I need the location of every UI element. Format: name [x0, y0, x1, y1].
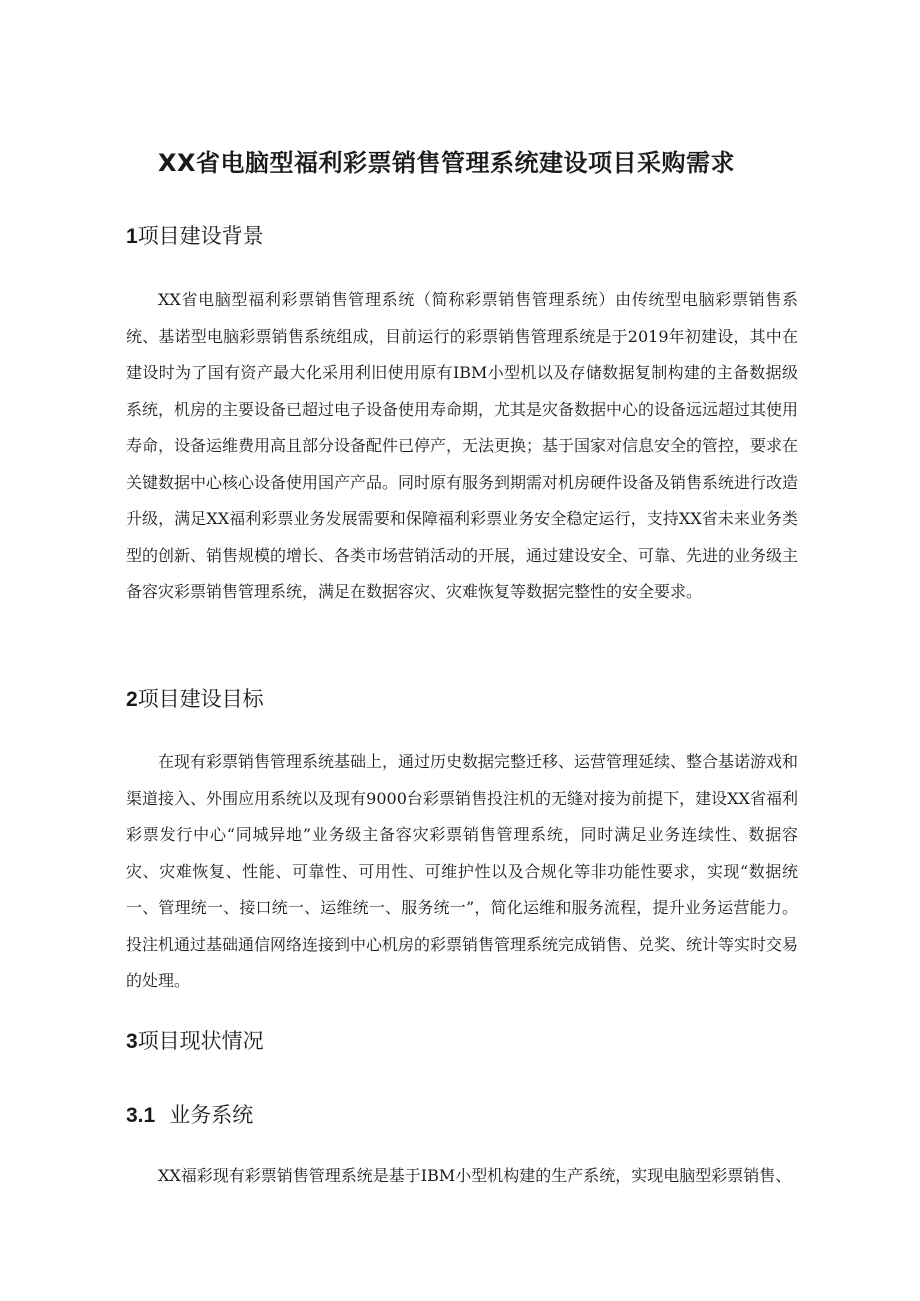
section-title: 业务系统 — [169, 1103, 254, 1127]
section-number: 1 — [126, 225, 138, 248]
section-1-heading — [126, 221, 264, 252]
section-number: 2 — [126, 688, 138, 711]
section-number: 3.1 — [126, 1104, 156, 1127]
section-3-1-paragraph: XX福彩现有彩票销售管理系统是基于IBM小型机构建的生产系统，实现电脑型彩票销售、 — [158, 1166, 792, 1185]
section-3-1-heading — [126, 1100, 253, 1131]
section-number: 3 — [126, 1030, 138, 1053]
section-3-heading — [126, 1026, 264, 1057]
section-title: 项目建设目标 — [137, 687, 264, 711]
section-title: 项目建设背景 — [137, 224, 264, 248]
document-title: XX省电脑型福利彩票销售管理系统建设项目采购需求 — [158, 149, 736, 177]
section-1-paragraph: XX省电脑型福利彩票销售管理系统（简称彩票销售管理系统）由传统型电脑彩票销售系统、基诺型电脑彩票销售系统组成，目前运行的彩票销售管理系统是于2019年初建设，其中在建设时为了国有资产最大化采用利旧使用原有IBM小型机以及存储数据复制构建的主备数据级系统，机房的主要设备已超过电子设备使用寿命期，尤其是灾备数据中心的设备远远超过其使用寿命，设备运维费用高且部分设备配件已停产，无法更换；基于国家对信息安全的管控，要求在关键数据中心核心设备使用国产产品。同时原有服务到期需对机房硬件设备及销售系统进行改造升级，满足XX福利彩票业务发展需要和保障福利彩票业务安全稳定运行，支持XX省未来业务类型的创新、销售规模的增长、各类市场营销活动的开展，通过建设安全、可靠、先进的业务级主备容灾彩票销售管理系统，满足在数据容灾、灾难恢复等数据完整性的安全要求。 — [126, 290, 799, 601]
section-title: 项目现状情况 — [137, 1029, 264, 1053]
section-2-paragraph: 在现有彩票销售管理系统基础上，通过历史数据完整迁移、运营管理延续、整合基诺游戏和渠道接入、外围应用系统以及现有9000台彩票销售投注机的无缝对接为前提下，建设XX省福利彩票发行中心“同城异地”业务级主备容灾彩票销售管理系统，同时满足业务连续性、数据容灾、灾难恢复、性能、可靠性、可用性、可维护性以及合规化等非功能性要求，实现“数据统一、管理统一、接口统一、运维统一、服务统一”，简化运维和服务流程，提升业务运营能力。投注机通过基础通信网络连接到中心机房的彩票销售管理系统完成销售、兑奖、统计等实时交易的处理。 — [126, 752, 799, 990]
section-2-heading — [126, 684, 264, 715]
